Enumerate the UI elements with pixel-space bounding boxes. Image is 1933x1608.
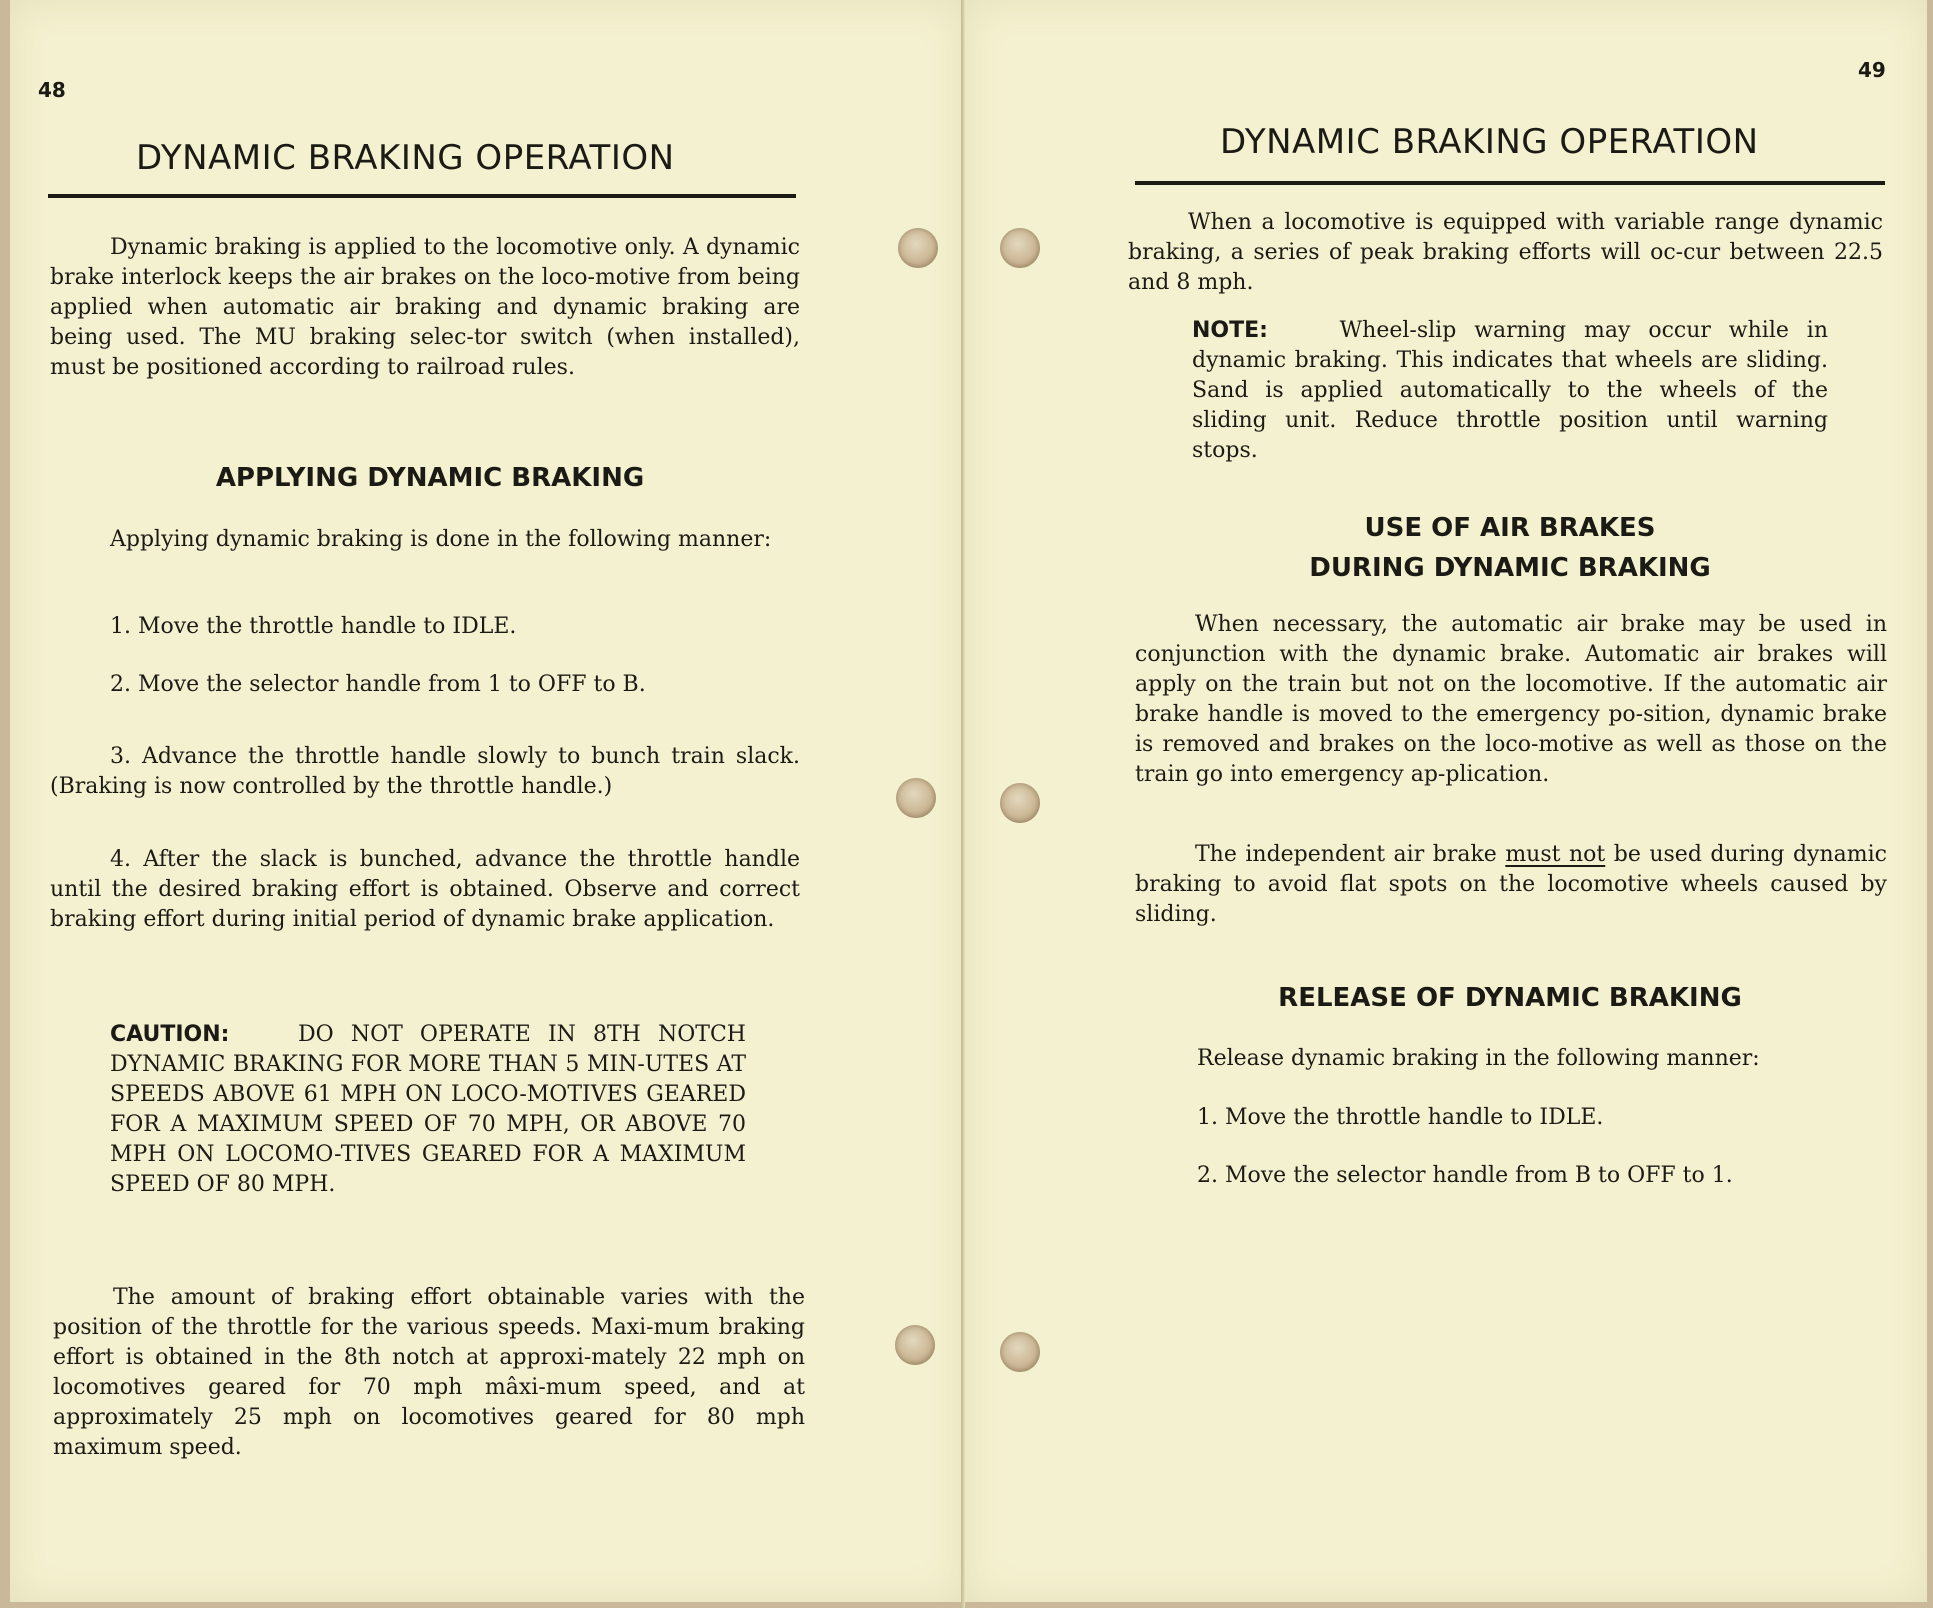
binder-hole: [898, 228, 938, 268]
note-block: [1192, 316, 1828, 466]
note-label: NOTE:: [1192, 318, 1268, 343]
independent-brake-paragraph: [1135, 840, 1887, 930]
note-text: Wheel-slip warning may occur while in dynamic braking. This indicates that wheels are sliding. Sand is applied automatically to the wheels of the sliding unit. Reduce throttle position until warning stops.: [1192, 318, 1828, 463]
release-step: 1. Move the throttle handle to IDLE.: [1197, 1105, 1604, 1130]
step-item: 4. After the slack is bunched, advance the throttle handle until the desired braking effort is obtained. Observe and correct braking effort during initial period of dynamic brake application.: [50, 847, 800, 932]
release-step: 2. Move the selector handle from B to OFF to 1.: [1197, 1163, 1733, 1188]
page-title: DYNAMIC BRAKING OPERATION: [136, 138, 675, 178]
page-number: 48: [38, 78, 66, 102]
air-brakes-paragraph: When necessary, the automatic air brake may be used in conjunction with the dynamic brake. Automatic air brakes will apply on the train but not on the locomotive. If the automatic air brake handle is moved to the emergency po-sition, dynamic brake is removed and brakes on the loco-motive as well as those on the train go into emergency ap-plication.: [1135, 612, 1887, 787]
title-rule: [48, 194, 796, 198]
section-title: APPLYING DYNAMIC BRAKING: [215, 463, 645, 493]
release-intro: Release dynamic braking in the following manner:: [1197, 1046, 1760, 1071]
binder-hole: [895, 1325, 935, 1365]
independent-text-start: The independent air brake: [1195, 842, 1506, 867]
caution-text: DO NOT OPERATE IN 8TH NOTCH DYNAMIC BRAKING FOR MORE THAN 5 MIN-UTES AT SPEEDS ABOVE 61 MPH ON LOCO-MOTIVES GEARED FOR A MAXIMUM SPEED OF 70 MPH, OR ABOVE 70 MPH ON LOCOMO-TIVES GEARED FOR A MAXIMUM SPEED OF 80 MPH.: [110, 1022, 746, 1197]
section-title: RELEASE OF DYNAMIC BRAKING: [1278, 983, 1742, 1013]
intro-paragraph: When a locomotive is equipped with variable range dynamic braking, a series of peak braking efforts will oc-cur between 22.5 and 8 mph.: [1128, 210, 1883, 295]
binder-hole: [1000, 1332, 1040, 1372]
step-item: 3. Advance the throttle handle slowly to bunch train slack. (Braking is now controlled by the throttle handle.): [50, 744, 800, 799]
page-number: 49: [1858, 58, 1886, 82]
caution-block: [110, 1020, 746, 1200]
independent-text-end: be used during dynamic braking to avoid flat spots on the locomotive wheels caused by sliding.: [1135, 842, 1887, 927]
binder-hole: [1000, 783, 1040, 823]
binder-hole: [896, 778, 936, 818]
intro-paragraph: Dynamic braking is applied to the locomotive only. A dynamic brake interlock keeps the air brakes on the loco-motive from being applied when automatic air braking and dynamic braking are being used. The MU braking selec-tor switch (when installed), must be positioned according to railroad rules.: [50, 235, 800, 380]
closing-paragraph: The amount of braking effort obtainable varies with the position of the throttle for the various speeds. Maxi-mum braking effort is obtained in the 8th notch at approxi-mately 22 mph on locomotives geared for 70 mph mâxi-mum speed, and at approximately 25 mph on locomotives geared for 80 mph maximum speed.: [53, 1285, 805, 1460]
section-title: DURING DYNAMIC BRAKING: [1309, 553, 1711, 583]
binder-hole: [1000, 228, 1040, 268]
section-title: USE OF AIR BRAKES: [1364, 513, 1656, 543]
title-rule: [1135, 181, 1885, 185]
step-item: 1. Move the throttle handle to IDLE.: [110, 614, 517, 639]
section-intro: Applying dynamic braking is done in the following manner:: [110, 527, 772, 552]
page-title: DYNAMIC BRAKING OPERATION: [1220, 122, 1759, 162]
must-not-emphasis: must not: [1505, 842, 1606, 867]
step-item: 2. Move the selector handle from 1 to OFF to B.: [110, 672, 646, 697]
caution-label: CAUTION:: [110, 1022, 230, 1047]
